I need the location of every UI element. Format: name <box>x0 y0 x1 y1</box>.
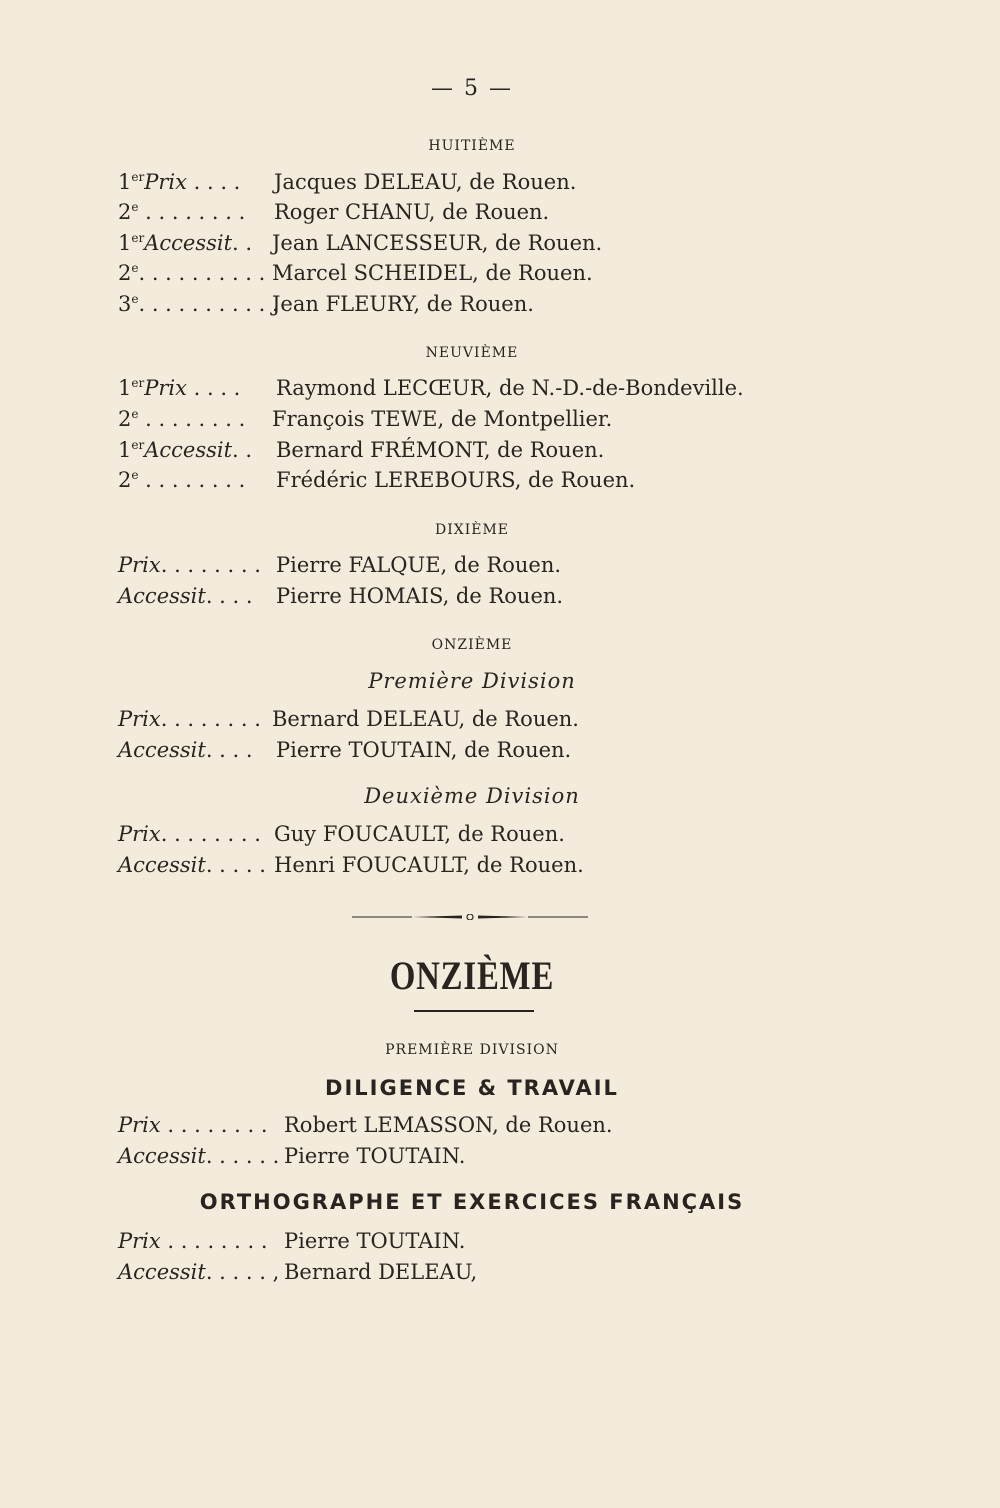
list-item <box>118 292 534 322</box>
section-heading-huitieme: HUITIÈME <box>428 138 516 154</box>
award-label: Prix <box>118 1113 161 1137</box>
leader-dots: . . . . . . . . <box>160 553 261 577</box>
rank-suffix: e <box>131 407 139 421</box>
award-label: Accessit <box>118 853 206 877</box>
recipient-name: Pierre TOUTAIN, de Rouen. <box>276 738 572 762</box>
rank-suffix: er <box>131 231 145 245</box>
award-label: Accessit <box>118 584 206 608</box>
recipient-name: Guy FOUCAULT, de Rouen. <box>274 822 565 846</box>
list-item <box>118 584 563 614</box>
rank-number: 2 <box>118 407 132 431</box>
list-item <box>118 822 565 852</box>
recipient-name: Jacques DELEAU, de Rouen. <box>274 170 577 194</box>
recipient-name: Marcel SCHEIDEL, de Rouen. <box>272 261 593 285</box>
list-item <box>118 438 604 468</box>
leader-dots: . . . . . . . . <box>138 407 246 431</box>
list-item <box>118 707 579 737</box>
recipient-name: Henri FOUCAULT, de Rouen. <box>274 853 584 877</box>
award-label: Prix <box>118 1229 161 1253</box>
award-label: Accessit <box>118 1144 206 1168</box>
list-item <box>118 553 561 583</box>
category-heading-orthographe: ORTHOGRAPHE ET EXERCICES FRANÇAIS <box>199 1190 745 1214</box>
recipient-name: Bernard DELEAU, <box>284 1260 478 1284</box>
leader-dots: . . . . . . . . <box>138 200 246 224</box>
leader-dots: . . . . <box>205 738 253 762</box>
list-item <box>118 1113 613 1143</box>
list-item <box>118 468 635 498</box>
leader-dots: . . . . . . . . <box>138 468 246 492</box>
division-heading: Première Division <box>368 669 576 693</box>
award-label: Prix <box>118 553 161 577</box>
ornament-divider <box>352 914 588 920</box>
category-heading-diligence: DILIGENCE & TRAVAIL <box>325 1076 619 1100</box>
leader-dots: . . <box>232 231 253 255</box>
list-item <box>118 738 571 768</box>
recipient-name: Frédéric LEREBOURS, de Rouen. <box>276 468 636 492</box>
rank-suffix: e <box>131 200 139 214</box>
award-label: Prix <box>144 170 187 194</box>
leader-dots: . . . . . . <box>205 1144 280 1168</box>
award-label: Accessit <box>118 738 206 762</box>
award-label: Prix <box>144 376 187 400</box>
award-label: Accessit <box>144 438 233 462</box>
recipient-name: Bernard FRÉMONT, de Rouen. <box>276 438 605 462</box>
leader-dots: . . . . <box>205 584 253 608</box>
leader-dots: . . . . . . . . <box>160 707 261 731</box>
recipient-name: Pierre FALQUE, de Rouen. <box>276 553 562 577</box>
leader-dots: . . . . . <box>205 853 266 877</box>
leader-dots: . . . . . . . . . . . <box>138 292 279 316</box>
recipient-name: Bernard DELEAU, de Rouen. <box>272 707 579 731</box>
title-underline <box>414 1010 534 1012</box>
list-item <box>118 1260 477 1290</box>
section-heading-onzieme: ONZIÈME <box>431 637 513 653</box>
division-heading: Deuxième Division <box>364 784 580 808</box>
recipient-name: Pierre TOUTAIN. <box>284 1144 466 1168</box>
rank-number: 1 <box>118 376 132 400</box>
rank-number: 2 <box>118 468 132 492</box>
list-item <box>118 200 549 230</box>
list-item <box>118 231 602 261</box>
award-label: Prix <box>118 707 161 731</box>
rank-number: 3 <box>118 292 132 316</box>
leader-dots: . . . . . . . . . . <box>138 261 266 285</box>
rank-number: 1 <box>118 438 132 462</box>
recipient-name: Jean FLEURY, de Rouen. <box>272 292 534 316</box>
section-heading-dixieme: DIXIÈME <box>434 522 510 538</box>
list-item <box>118 261 593 291</box>
list-item <box>118 376 744 406</box>
leader-dots: . . . . . , <box>205 1260 280 1284</box>
leader-dots: . . . . <box>186 170 241 194</box>
rank-number: 1 <box>118 231 132 255</box>
leader-dots: . . . . . . . . <box>160 822 261 846</box>
award-label: Accessit <box>144 231 233 255</box>
page-number: — 5 — <box>431 76 513 101</box>
list-item <box>118 1144 465 1174</box>
list-item <box>118 1229 465 1259</box>
recipient-name: Pierre TOUTAIN. <box>284 1229 466 1253</box>
leader-dots: . . . . . . . . <box>160 1229 268 1253</box>
recipient-name: Roger CHANU, de Rouen. <box>274 200 550 224</box>
recipient-name: Raymond LECŒUR, de N.-D.-de-Bondeville. <box>276 376 744 400</box>
rank-suffix: e <box>131 468 139 482</box>
list-item <box>118 853 584 883</box>
rank-number: 1 <box>118 170 132 194</box>
rank-suffix: e <box>131 292 139 306</box>
list-item <box>118 170 576 200</box>
leader-dots: . . <box>232 438 253 462</box>
recipient-name: Robert LEMASSON, de Rouen. <box>284 1113 613 1137</box>
award-label: Accessit <box>118 1260 206 1284</box>
rank-suffix: er <box>131 170 145 184</box>
award-label: Prix <box>118 822 161 846</box>
rank-suffix: e <box>131 261 139 275</box>
page-title: ONZIÈME <box>389 953 555 998</box>
list-item <box>118 407 612 437</box>
recipient-name: Jean LANCESSEUR, de Rouen. <box>272 231 603 255</box>
section-heading-neuvieme: NEUVIÈME <box>425 345 519 361</box>
rank-number: 2 <box>118 261 132 285</box>
rank-suffix: er <box>131 376 145 390</box>
leader-dots: . . . . <box>186 376 241 400</box>
leader-dots: . . . . . . . . <box>160 1113 268 1137</box>
rank-number: 2 <box>118 200 132 224</box>
rank-suffix: er <box>131 438 145 452</box>
recipient-name: François TEWE, de Montpellier. <box>272 407 613 431</box>
recipient-name: Pierre HOMAIS, de Rouen. <box>276 584 564 608</box>
subheading-premiere-division: PREMIÈRE DIVISION <box>385 1042 559 1058</box>
